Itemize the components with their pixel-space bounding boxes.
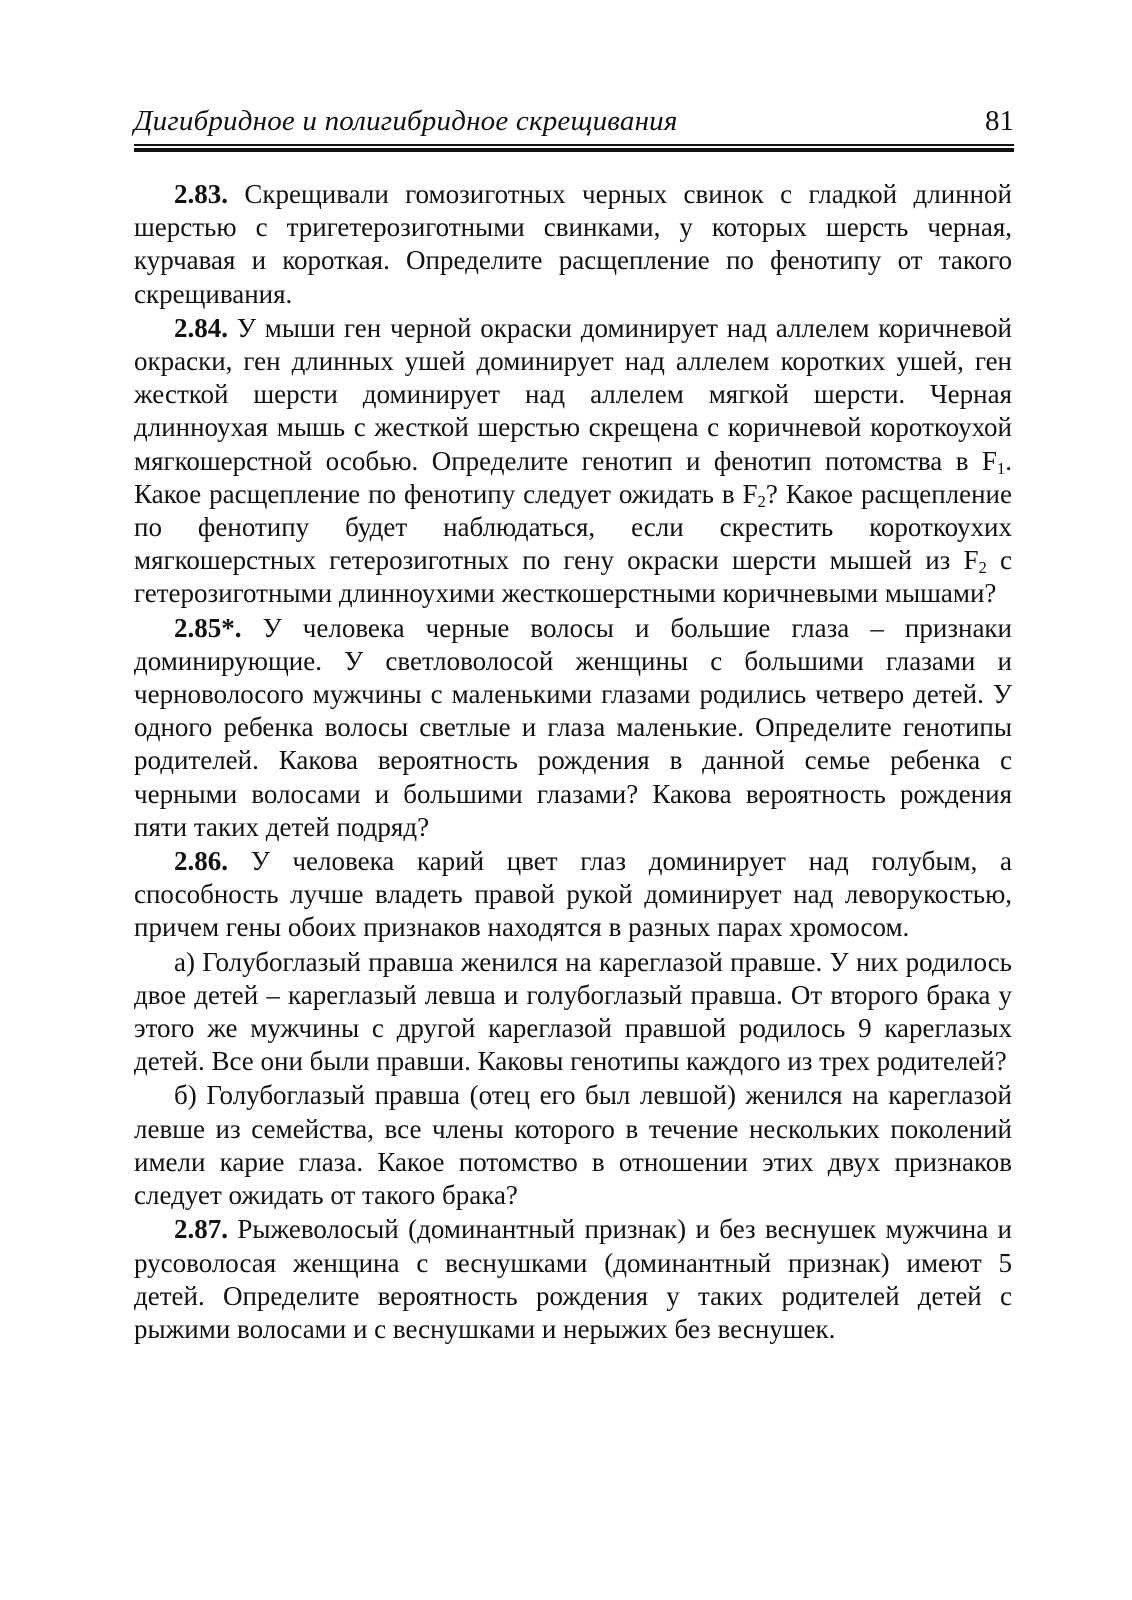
problem-text: У мыши ген черной окраски доминирует над аллелем коричневой окраски, ген длинных ушей доминирует над аллелем коротких ушей, ген жесткой шерсти доминирует над аллелем мягкой шерсти. Черная длинноухая мышь с жесткой шерстью скрещена с коричневой короткоухой мягкошерстной особью. Определите генотип и фенотип потомства в F [134,312,1013,476]
problem-2-85 [134,612,1012,844]
page-header [134,104,1014,154]
running-header-title: Дигибридное и полигибридное скрещивания [134,105,678,137]
problem-2-84 [134,312,1012,611]
problem-2-86 [134,845,1012,945]
problem-text: У человека черные волосы и большие глаза – признаки доминирующие. У светловолосой женщины с большими глазами и черноволосого мужчины с маленькими глазами родились четверо детей. У одного ребенка волосы светлые и глаза маленькие. Определите генотипы родителей. Какова вероятность рождения в данной семье ребенка с черными волосами и большими глазами? Какова вероятность рождения пяти таких детей подряд? [134,612,1012,842]
page-body [134,178,1012,1347]
problem-2-86-part-a: а) Голубоглазый правша женился на кареглазой правше. У них родилось двое детей – кареглазый левша и голубоглазый правша. От второго брака у этого же мужчины с другой кареглазой правшой родилось 9 кареглазых детей. Все они были правши. Каковы генотипы каждого из трех родителей? [134,946,1012,1077]
problem-number: 2.87. [174,1214,228,1245]
problem-2-87 [134,1213,1012,1346]
problem-text: с гетерозиготными длинноухими жесткошерстными коричневыми мышами? [134,545,1013,609]
problem-number: 2.84. [174,312,228,343]
problem-number: 2.85*. [174,612,242,643]
problem-text: Скрещивали гомозиготных черных свинок с гладкой длинной шерстью с тригетерозиготными свинками, у которых шерсть черная, курчавая и короткая. Определите расщепление по фенотипу от такого скрещивания. [134,179,1012,309]
subscript-f2: 2 [757,492,766,511]
problem-text: Рыжеволосый (доминантный признак) и без веснушек мужчина и русоволосая женщина с веснушками (доминантный признак) имеют 5 детей. Определите вероятность рождения у таких родителей детей с рыжими волосами и с веснушками и нерыжих без веснушек. [134,1214,1013,1344]
problem-text: . Какое расщепление по фенотипу следует ожидать в F [134,445,1012,509]
problem-2-83 [134,178,1012,311]
problem-2-86-part-b: б) Голубоглазый правша (отец его был левшой) женился на кареглазой левше из семейства, все члены которого в течение нескольких поколений имели карие глаза. Какое потомство в отношении этих двух признаков следует ожидать от такого брака? [134,1080,1012,1211]
page-number: 81 [985,105,1014,137]
header-rule-thin [134,144,1014,146]
problem-text: ? Какое расщепление по фенотипу будет наблюдаться, если скрестить короткоухих мягкошерстных гетерозиготных по гену окраски шерсти мышей из F [134,478,1012,576]
problem-number: 2.86. [174,846,228,877]
header-rule-thick [134,148,1014,152]
subscript-f1: 1 [996,458,1006,478]
problem-text: У человека карий цвет глаз доминирует над голубым, а способность лучше владеть правой рукой доминирует над леворукостью, причем гены обоих признаков находятся в разных парах хромосом. [134,846,1013,943]
problem-number: 2.83. [174,179,228,209]
subscript-f2: 2 [978,558,987,578]
